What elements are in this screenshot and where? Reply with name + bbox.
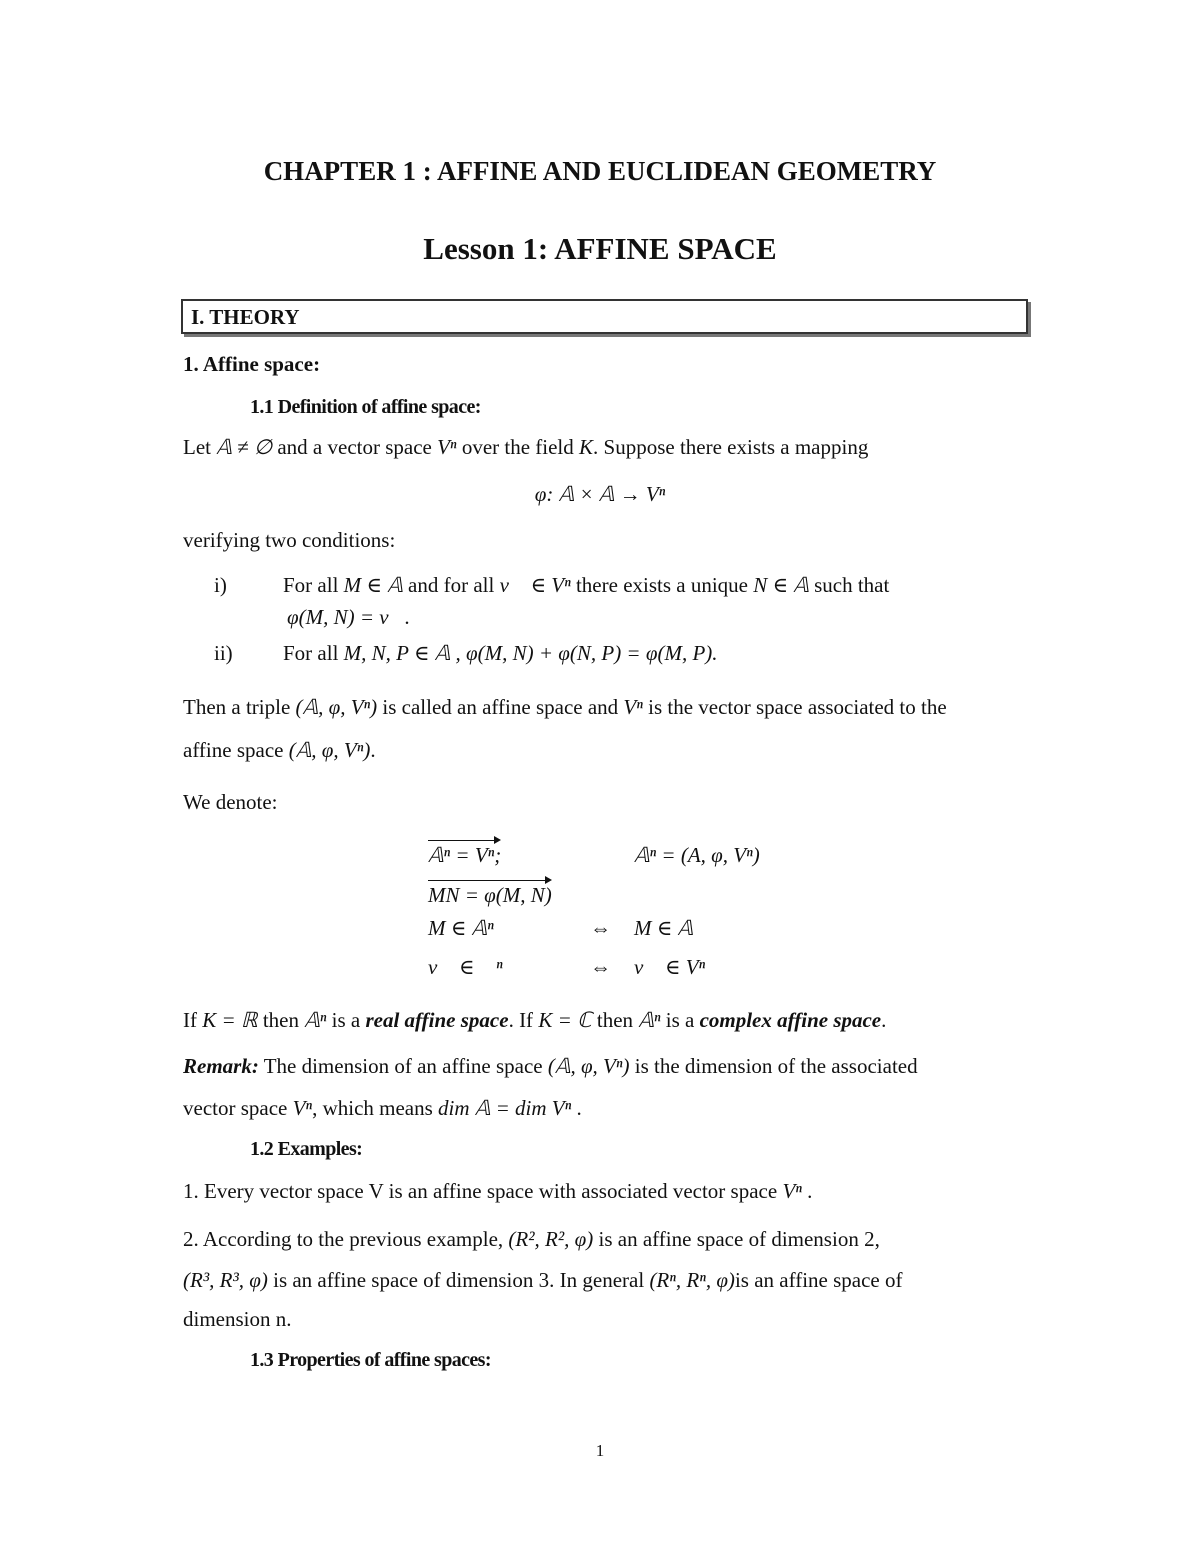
text: If	[183, 1008, 197, 1032]
remark-line2	[183, 1096, 582, 1121]
heading-affine-space: 1. Affine space:	[183, 352, 321, 376]
example-2-line2	[183, 1268, 902, 1293]
text: The dimension of an affine space	[263, 1054, 543, 1078]
math: MN = φ(M, N)	[428, 883, 552, 907]
condition-ii-label: ii)	[214, 641, 233, 665]
text: Then a triple	[183, 695, 291, 719]
text: For all	[283, 641, 339, 665]
condition-ii-line	[283, 641, 718, 666]
section-title: I. THEORY	[191, 305, 300, 329]
condition-i-line1	[283, 573, 889, 598]
example-2-line1	[183, 1227, 880, 1252]
section-box	[181, 299, 1028, 334]
remark-line1	[183, 1054, 918, 1079]
lesson-title: Lesson 1: AFFINE SPACE	[423, 231, 777, 266]
verifying-text: verifying two conditions:	[183, 528, 396, 552]
condition-i-line2: φ(M, N) = v⃗.	[287, 605, 411, 629]
text: .	[370, 738, 376, 762]
text: .	[807, 1179, 813, 1203]
subheading-definition: 1.1 Definition of affine space:	[250, 396, 481, 418]
math: M, N, P ∈ 𝔸 , φ(M, N) + φ(N, P) = φ(M, P).	[343, 641, 718, 665]
notation-row2-left	[428, 883, 552, 908]
example-2-line3: dimension n.	[183, 1307, 292, 1331]
math-field: K	[579, 435, 594, 459]
vector-arrow	[428, 843, 501, 868]
chapter-title: CHAPTER 1 : AFFINE AND EUCLIDEAN GEOMETRY	[263, 156, 937, 186]
text: vector space	[183, 1096, 288, 1120]
text: and for all	[408, 573, 495, 597]
math-dimension: dim 𝔸 = dim Vⁿ	[438, 1096, 572, 1120]
text: . Suppose there exists a mapping	[593, 435, 869, 459]
text: and a vector space	[277, 435, 432, 459]
math: 𝔸ⁿ	[304, 1008, 327, 1032]
math: M ∈ 𝔸	[343, 573, 403, 597]
then-line1	[183, 695, 947, 720]
math: 𝔸ⁿ	[638, 1008, 661, 1032]
text: For all	[283, 573, 339, 597]
math: v⃗ ∈ Vⁿ	[499, 573, 571, 597]
definition-line	[183, 435, 868, 460]
text: . If	[508, 1008, 534, 1032]
text: over the field	[461, 435, 574, 459]
text: 1. Every vector space V is an affine space with associated vector space	[183, 1179, 778, 1203]
text: 2. According to the previous example,	[183, 1227, 504, 1251]
condition-i-label: i)	[214, 573, 227, 597]
example-1	[183, 1179, 812, 1204]
math-triple: (𝔸, φ, Vⁿ)	[295, 695, 378, 719]
math: (R³, R³, φ)	[183, 1268, 268, 1292]
equivalence-symbol: ⇔	[590, 955, 611, 979]
notation-row1-left	[428, 843, 501, 868]
notation-row4-right: v⃗ ∈ Vⁿ	[634, 955, 706, 979]
term-complex-affine-space: complex affine space	[699, 1008, 882, 1032]
mapping-formula: φ: 𝔸 × 𝔸 → Vⁿ	[534, 482, 666, 506]
text: there exists a unique	[575, 573, 748, 597]
notation-row3-right: M ∈ 𝔸	[634, 916, 694, 940]
real-complex-line	[183, 1008, 886, 1033]
math: (R², R², φ)	[508, 1227, 594, 1251]
text: .	[881, 1008, 887, 1032]
text: is an affine space of	[734, 1268, 903, 1292]
text: is the vector space associated to the	[648, 695, 947, 719]
equivalence-symbol: ⇔	[590, 916, 611, 940]
text: then	[596, 1008, 634, 1032]
notation-row1-right: 𝔸ⁿ = (A, φ, Vⁿ)	[634, 843, 760, 867]
math: 𝔸ⁿ = Vⁿ;	[428, 843, 502, 867]
text: is the dimension of the associated	[634, 1054, 918, 1078]
notation-row4-left: v⃗ ∈ 𝔸ⁿ	[428, 955, 503, 979]
text: is an affine space of dimension 2,	[598, 1227, 880, 1251]
math: Vⁿ	[782, 1179, 802, 1203]
text: , which means	[312, 1096, 433, 1120]
math-vector-space: Vⁿ	[437, 435, 457, 459]
page-number: 1	[595, 1441, 605, 1460]
text: .	[576, 1096, 582, 1120]
text: is called an affine space and	[382, 695, 619, 719]
math: (Rⁿ, Rⁿ, φ)	[649, 1268, 735, 1292]
denote-intro: We denote:	[183, 790, 278, 814]
math: K = ℝ	[202, 1008, 258, 1032]
vector-arrow	[428, 883, 552, 908]
text: is a	[331, 1008, 361, 1032]
subheading-properties: 1.3 Properties of affine spaces:	[250, 1349, 491, 1371]
math: K = ℂ	[538, 1008, 592, 1032]
subheading-examples: 1.2 Examples:	[250, 1138, 363, 1160]
term-real-affine-space: real affine space	[365, 1008, 509, 1032]
remark-label: Remark:	[183, 1054, 259, 1078]
math: Vⁿ	[292, 1096, 313, 1120]
math-nonempty: 𝔸 ≠ ∅	[216, 435, 273, 459]
text: affine space	[183, 738, 284, 762]
text: is a	[665, 1008, 695, 1032]
text: Let	[183, 435, 211, 459]
math-triple: (𝔸, φ, Vⁿ)	[547, 1054, 630, 1078]
math: Vⁿ	[623, 695, 643, 719]
notation-row3-left: M ∈ 𝔸ⁿ	[428, 916, 494, 940]
text: then	[262, 1008, 299, 1032]
text: such that	[814, 573, 890, 597]
math-triple: (𝔸, φ, Vⁿ)	[288, 738, 371, 762]
then-line2	[183, 738, 376, 763]
math: N ∈ 𝔸	[753, 573, 809, 597]
text: is an affine space of dimension 3. In general	[273, 1268, 645, 1292]
